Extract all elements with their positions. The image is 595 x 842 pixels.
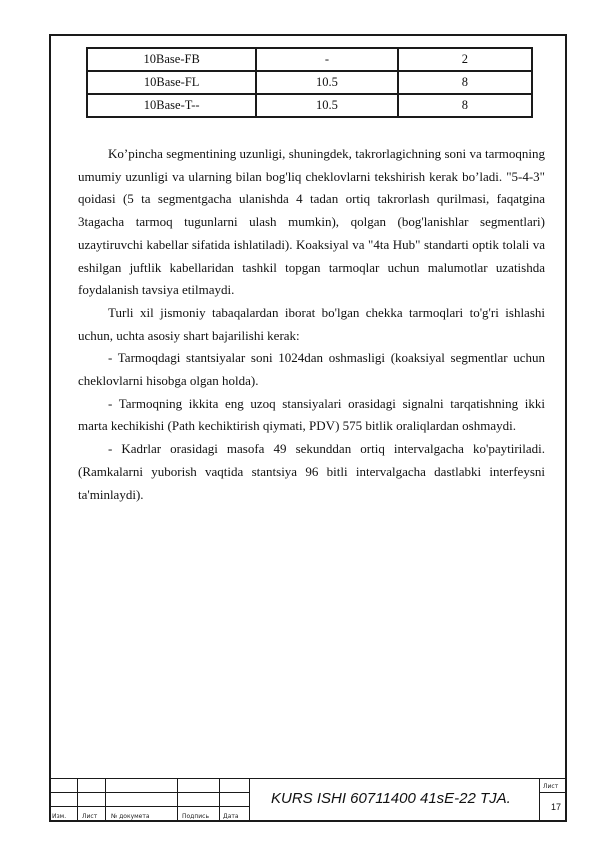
table-cell: 10.5 bbox=[256, 94, 397, 117]
stamp-label-date: Дата bbox=[223, 813, 239, 820]
stamp-label-list: Лист bbox=[82, 813, 98, 820]
title-block bbox=[49, 778, 567, 822]
stamp-sheet-label: Лист bbox=[543, 783, 559, 790]
table-cell: 8 bbox=[398, 94, 532, 117]
table-cell: 8 bbox=[398, 71, 532, 94]
table-row bbox=[87, 71, 532, 94]
paragraph-conditions-intro: Turli xil jismoniy tabaqalardan iborat bo'lgan chekka tarmoqlari to'g'ri ishlashi uchun, uchta asosiy shart bajarilishi kerak: bbox=[78, 304, 545, 343]
paragraph-condition-1: - Tarmoqdagi stantsiyalar soni 1024dan oshmasligi (koaksiyal segmentlar uchun cheklovlarni hisobga olgan holda). bbox=[78, 350, 545, 389]
paragraph-rules-intro: Ko’pincha segmentining uzunligi, shuningdek, takrorlagichning soni va tarmoqning umumiy uzunligi va ularning bilan bog'liq cheklovlarni tekshirish kerak bo’ladi. "5-4-3" qoidasi (5 ta segmentgacha ulanishda 4 tadan ortiq takrorlash qurilmasi, faqatgina 3tagacha tarmoq tugunlarni ulash mumkin), qolgan (bog'lanishlar segmentlari) uzaytiruvchi kabellar sifatida ishlatiladi). Koaksiyal va "4ta Hub" standarti optik tolali va eshilgan juftlik kabellaridan tashkil topgan tarmoqlar uchun malumotlar uzatishda foydalanish tavsiya etilmaydi. bbox=[78, 146, 545, 298]
ethernet-standards-table bbox=[86, 47, 533, 118]
table-cell: 10.5 bbox=[256, 71, 397, 94]
stamp-label-doc: № докумета bbox=[111, 813, 150, 820]
table-cell: 10Base-FL bbox=[87, 71, 256, 94]
table-cell: - bbox=[256, 48, 397, 71]
stamp-label-izm: Изм. bbox=[52, 813, 67, 820]
document-code: KURS ISHI 60711400 41sE-22 TJA. bbox=[271, 790, 511, 807]
table-row bbox=[87, 48, 532, 71]
paragraph-condition-3: - Kadrlar orasidagi masofa 49 sekunddan ortiq intervalgacha ko'paytiriladi. (Ramkalarni yuborish vaqtida stantsiya 96 bitli intervalgacha dastlabki interfeysni ta'minlaydi). bbox=[78, 441, 545, 502]
table-cell: 2 bbox=[398, 48, 532, 71]
table-row bbox=[87, 94, 532, 117]
page-number: 17 bbox=[550, 802, 561, 812]
body-text bbox=[78, 143, 545, 506]
paragraph-condition-2: - Tarmoqning ikkita eng uzoq stansiyalari orasidagi signalni tarqatishning ikki marta kechikishi (Path kechiktirish qiymati, PDV) 575 bitlik oraliqlardan oshmaydi. bbox=[78, 395, 545, 434]
table-cell: 10Base-FB bbox=[87, 48, 256, 71]
table-cell: 10Base-T-- bbox=[87, 94, 256, 117]
stamp-label-sign: Подпись bbox=[182, 813, 209, 820]
